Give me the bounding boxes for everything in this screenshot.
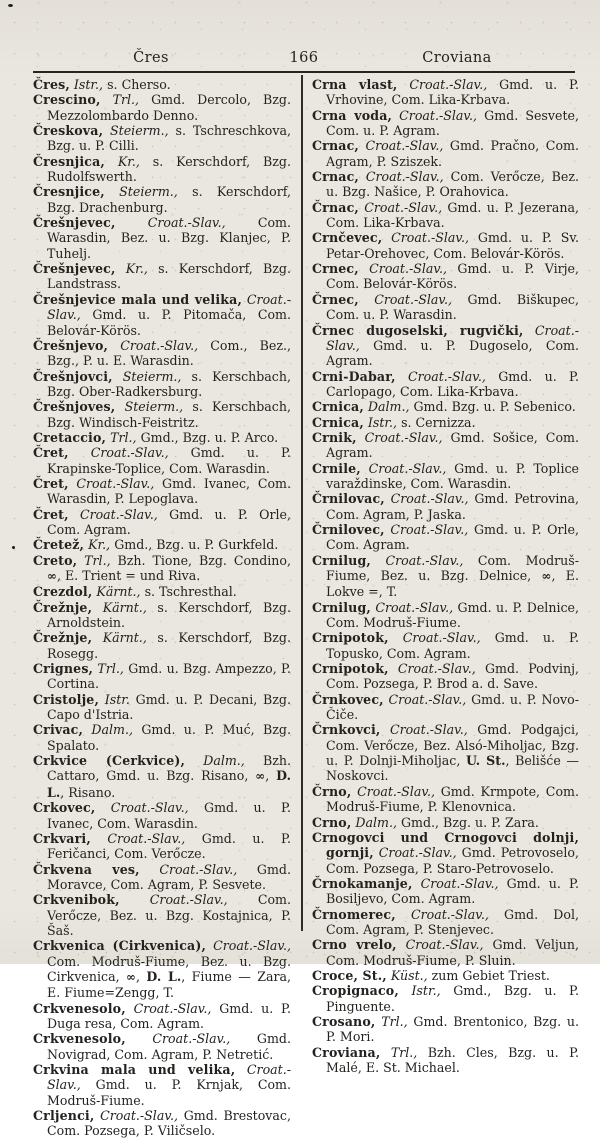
entry-lemma: Črešnjevice mala und velika, bbox=[33, 291, 243, 307]
entry-lemma: Crnčevec, bbox=[312, 230, 383, 246]
gazetteer-entry: Črkvena ves, Croat.-Slav., Gmd. Moravce, Com. Agram, P. Sesvete. bbox=[33, 861, 291, 892]
gazetteer-entry: Crnilug, Croat.-Slav., Gmd. u. P. Delnice, Com. Modruš-Fiume. bbox=[312, 599, 579, 631]
entry-lemma: Crkvenica (Cirkvenica), bbox=[33, 938, 207, 954]
entry-lemma: Črešnjevec, bbox=[33, 215, 116, 231]
gazetteer-entry: Crivac, Dalm., Gmd. u. P. Muć, Bzg. Spalato. bbox=[33, 722, 291, 753]
entry-lemma: Črnokamanje, bbox=[312, 875, 413, 891]
entry-lemma: Čresnjice, bbox=[33, 184, 105, 200]
entry-lemma: Cropignaco, bbox=[312, 983, 399, 999]
entry-region-abbr: Croat.-Slav., bbox=[375, 599, 454, 615]
entry-lemma: Črešnjoves, bbox=[33, 399, 116, 415]
gazetteer-entry: Čretež, Kr., Gmd., Bzg. u. P. Gurkfeld. bbox=[33, 537, 279, 553]
gazetteer-entry: Črešnjovci, Steierm., s. Kerschbach, Bzg. Ober-Radkersburg. bbox=[33, 368, 291, 399]
entry-region-abbr: Croat.-Slav., bbox=[110, 800, 189, 816]
gazetteer-entry: Čret, Croat.-Slav., Gmd. u. P. Orle, Com. Agram. bbox=[33, 506, 291, 537]
entry-region-abbr: Croat.-Slav., bbox=[364, 199, 443, 215]
entry-region-abbr: Istr. bbox=[104, 691, 130, 707]
entry-region-abbr: Trl., bbox=[390, 1044, 418, 1060]
entry-region-abbr: Croat.-Slav., bbox=[378, 845, 457, 861]
gazetteer-entry: Crnčevec, Croat.-Slav., Gmd. u. P. Sv. Petar-Orehovec, Com. Belovár-Körös. bbox=[312, 230, 579, 261]
gazetteer-entry: Crno, Dalm., Gmd., Bzg. u. P. Zara. bbox=[312, 814, 539, 830]
gazetteer-entry: Čresnjica, Kr., s. Kerschdorf, Bzg. Rudolfswerth. bbox=[33, 153, 291, 185]
entry-region-abbr: Croat.-Slav., bbox=[120, 337, 199, 353]
entry-lemma: Crnile, bbox=[312, 460, 361, 476]
gazetteer-entry: Črešnjevec, Croat.-Slav., Com. Warasdin, Bez. u. Bzg. Klanjec, P. Tuhelj. bbox=[33, 215, 291, 261]
entry-region-abbr: Istr., bbox=[411, 983, 441, 999]
entry-lemma: Črešnjevo, bbox=[33, 337, 109, 353]
gazetteer-entry: Crezdol, Kärnt., s. Tschresthal. bbox=[33, 584, 237, 600]
entry-lemma: Crno vrelo, bbox=[312, 937, 397, 953]
entry-lemma: Črnomerec, bbox=[312, 906, 396, 922]
gazetteer-entry: Črnilovac, Croat.-Slav., Gmd. Petrovina, Com. Agram, P. Jaska. bbox=[312, 491, 579, 522]
entry-lemma: Croviana, bbox=[312, 1044, 381, 1060]
entry-region-abbr: Trl., bbox=[84, 552, 111, 568]
gazetteer-entry: Crnik, Croat.-Slav., Gmd. Sošice, Com. Agram. bbox=[312, 429, 579, 461]
scan-speck bbox=[8, 4, 13, 7]
entry-region-abbr: Steierm., bbox=[122, 368, 182, 384]
entry-region-abbr: Dalm., bbox=[355, 814, 397, 830]
entry-region-abbr: Trl., bbox=[110, 429, 137, 445]
gazetteer-entry: Črnomerec, Croat.-Slav., Gmd. Dol, Com. Agram, P. Stenjevec. bbox=[312, 906, 579, 937]
entry-lemma: Crkvenesolo, bbox=[33, 1000, 126, 1016]
entry-lemma: Čret, bbox=[33, 445, 69, 461]
entry-region-abbr: Croat.-Slav., bbox=[147, 215, 226, 231]
gazetteer-entry: Čret, Croat.-Slav., Gmd. u. P. Krapinske-Toplice, Com. Warasdin. bbox=[33, 445, 291, 476]
entry-region-abbr: Croat.-Slav., bbox=[390, 521, 469, 537]
entry-lemma: Crescino, bbox=[33, 92, 101, 108]
running-head-right: Croviana bbox=[422, 50, 492, 66]
gazetteer-entry: Črešnjevice mala und velika, Croat.-Slav., Gmd. u. P. Pitomača, Com. Belovár-Körös. bbox=[33, 291, 291, 338]
entry-region-abbr: Dalm., bbox=[367, 399, 410, 415]
gazetteer-entry: Čresnjice, Steierm., s. Kerschdorf, Bzg. Drachenburg. bbox=[33, 184, 291, 215]
entry-lemma: Crivac, bbox=[33, 722, 84, 738]
entry-region-abbr: Trl., bbox=[112, 92, 140, 108]
gazetteer-entry: Crnac, Croat.-Slav., Com. Verőcze, Bez. u. Bzg. Našice, P. Orahovica. bbox=[312, 169, 579, 200]
entry-lemma: Črnkovci, bbox=[312, 722, 381, 738]
entry-region-abbr: Croat.-Slav., bbox=[90, 445, 169, 461]
column-left bbox=[33, 77, 291, 1139]
gazetteer-entry: Creto, Trl., Bzh. Tione, Bzg. Condino, ∞, E. Trient = und Riva. bbox=[33, 552, 291, 583]
entry-lemma: Črkvena ves, bbox=[33, 861, 140, 877]
gazetteer-entry: Črnac, Croat.-Slav., Gmd. u. P. Jezerana, Com. Lika-Krbava. bbox=[312, 199, 580, 231]
gazetteer-entry: Črnec, Croat.-Slav., Gmd. Biškupec, Com. u. P. Warasdin. bbox=[312, 291, 579, 323]
entry-region-abbr: Croat.-Slav., bbox=[213, 938, 291, 954]
entry-region-abbr: Trl., bbox=[97, 661, 124, 677]
entry-lemma: Crljenci, bbox=[33, 1108, 95, 1124]
entry-lemma: Črno, bbox=[312, 783, 352, 799]
entry-lemma: Čresnjica, bbox=[33, 153, 105, 169]
posthorn-icon: ∞ bbox=[541, 569, 552, 583]
entry-region-abbr: Istr., bbox=[367, 414, 398, 430]
entry-lemma: Crnac, bbox=[312, 169, 359, 185]
entry-lemma: Cretaccio, bbox=[33, 429, 107, 445]
entry-lemma: Čretež, bbox=[33, 537, 85, 553]
gazetteer-entry: Črežnje, Kärnt., s. Kerschdorf, Bzg. Rosegg. bbox=[33, 630, 291, 661]
gazetteer-entry: Crnipotok, Croat.-Slav., Gmd. Podvinj, Com. Pozsega, P. Brod a. d. Save. bbox=[312, 661, 579, 692]
entry-region-abbr: Croat.-Slav., bbox=[389, 722, 468, 738]
entry-region-abbr: Croat.-Slav., bbox=[390, 491, 469, 507]
gazetteer-entry: Crkvenica (Cirkvenica), Croat.-Slav., Com. Modruš-Fiume, Bez. u. Bzg. Cirkvenica, ∞, D. L., Fiume — Zara, E. Fiume=Zengg, T. bbox=[33, 938, 291, 1001]
entry-lemma: Crnilug, bbox=[312, 599, 371, 615]
gazetteer-entry: Croce, St., Küst., zum Gebiet Triest. bbox=[312, 967, 550, 983]
gazetteer-entry: Crosano, Trl., Gmd. Brentonico, Bzg. u. P. Mori. bbox=[312, 1013, 579, 1045]
gazetteer-entry: Črnkovec, Croat.-Slav., Gmd. u. P. Novo-Čiče. bbox=[312, 691, 579, 723]
entry-region-abbr: Croat.-Slav., bbox=[388, 691, 467, 707]
station-abbr: D. L. bbox=[146, 968, 182, 984]
entry-lemma: Crnica, bbox=[312, 399, 364, 415]
column-right bbox=[312, 77, 580, 1075]
entry-lemma: Crnica, bbox=[312, 414, 364, 430]
entry-lemma: Creto, bbox=[33, 552, 78, 568]
entry-lemma: Crno, bbox=[312, 814, 352, 830]
gazetteer-entry: Crljenci, Croat.-Slav., Gmd. Brestovac, Com. Pozsega, P. Viličselo. bbox=[33, 1108, 291, 1139]
entry-lemma: Čret, bbox=[33, 506, 69, 522]
entry-region-abbr: Croat.-Slav., bbox=[391, 230, 469, 246]
entry-region-abbr: Steierm., bbox=[110, 123, 169, 139]
entry-lemma: Crkvenesolo, bbox=[33, 1031, 126, 1047]
posthorn-icon: ∞ bbox=[125, 969, 136, 984]
entry-region-abbr: Croat.-Slav., bbox=[369, 261, 448, 277]
entry-lemma: Crkvina mala und velika, bbox=[33, 1062, 236, 1077]
entry-region-abbr: Croat.-Slav., bbox=[399, 107, 478, 123]
entry-lemma: Cristolje, bbox=[33, 691, 99, 707]
entry-region-abbr: Kr., bbox=[125, 261, 148, 277]
entry-region-abbr: Croat.-Slav., bbox=[364, 429, 443, 445]
entry-region-abbr: Kärnt., bbox=[102, 599, 147, 615]
entry-lemma: Čres, bbox=[33, 77, 70, 92]
entry-region-abbr: Croat.-Slav., bbox=[149, 892, 228, 908]
posthorn-icon: ∞ bbox=[255, 769, 266, 784]
entry-region-abbr: Croat.-Slav., bbox=[326, 322, 579, 353]
gazetteer-entry: Crna voda, Croat.-Slav., Gmd. Sesvete, Com. u. P. Agram. bbox=[312, 107, 579, 139]
entry-region-abbr: Croat.-Slav., bbox=[365, 169, 444, 185]
entry-lemma: Crezdol, bbox=[33, 584, 93, 600]
entry-lemma: Crnipotok, bbox=[312, 661, 389, 677]
gazetteer-entry: Crni-Dabar, Croat.-Slav., Gmd. u. P. Carlopago, Com. Lika-Krbava. bbox=[312, 368, 579, 399]
entry-region-abbr: Küst., bbox=[390, 967, 428, 983]
entry-region-abbr: Croat.-Slav., bbox=[402, 630, 481, 646]
gazetteer-entry: Čret, Croat.-Slav., Gmd. Ivanec, Com. Warasdin, P. Lepoglava. bbox=[33, 475, 291, 507]
text-columns bbox=[33, 77, 580, 1139]
entry-region-abbr: Kr., bbox=[88, 537, 111, 553]
entry-region-abbr: Kr., bbox=[117, 153, 140, 169]
gazetteer-entry: Crkvenesolo, Croat.-Slav., Gmd. u. P. Duga resa, Com. Agram. bbox=[33, 1000, 291, 1031]
gazetteer-entry: Crkvenesolo, Croat.-Slav., Gmd. Novigrad, Com. Agram, P. Netretić. bbox=[33, 1031, 291, 1062]
entry-lemma: Črnec dugoselski, rugvički, bbox=[312, 322, 524, 338]
entry-lemma: Crosano, bbox=[312, 1013, 376, 1029]
gazetteer-entry: Crkvice (Cerkvice), Dalm., Bzh. Cattaro, Gmd. u. Bzg. Risano, ∞, D. L., Risano. bbox=[33, 753, 291, 800]
entry-lemma: Crnipotok, bbox=[312, 630, 389, 646]
entry-lemma: Crna vlast, bbox=[312, 77, 398, 92]
gazetteer-entry: Crnac, Croat.-Slav., Gmd. Pračno, Com. Agram, P. Sziszek. bbox=[312, 138, 579, 169]
entry-lemma: Črnkovec, bbox=[312, 691, 384, 707]
entry-lemma: Črnec, bbox=[312, 291, 359, 307]
entry-region-abbr: Croat.-Slav., bbox=[47, 1062, 291, 1093]
entry-lemma: Crnec, bbox=[312, 261, 359, 277]
gazetteer-entry: Cropignaco, Istr., Gmd., Bzg. u. P. Pinguente. bbox=[312, 983, 579, 1014]
gazetteer-entry: Cretaccio, Trl., Gmd., Bzg. u. P. Arco. bbox=[33, 429, 279, 445]
entry-region-abbr: Kärnt., bbox=[96, 584, 141, 600]
gazetteer-entry: Crnogovci und Crnogovci dolnji, gornji, Croat.-Slav., Gmd. Petrovoselo, Com. Pozsega, P. Staro-Petrovoselo. bbox=[312, 829, 579, 876]
gazetteer-entry: Črnec dugoselski, rugvički, Croat.-Slav., Gmd. u. P. Dugoselo, Com. Agram. bbox=[312, 322, 579, 369]
gazetteer-entry: Crignes, Trl., Gmd. u. Bzg. Ampezzo, P. Cortina. bbox=[33, 661, 291, 692]
scan-speck bbox=[12, 546, 15, 549]
entry-region-abbr: Croat.-Slav., bbox=[420, 875, 499, 891]
entry-region-abbr: Steierm., bbox=[124, 399, 184, 415]
entry-lemma: Črnilovac, bbox=[312, 491, 385, 507]
entry-region-abbr: Croat.-Slav., bbox=[152, 1031, 231, 1047]
gazetteer-entry: Cristolje, Istr. Gmd. u. P. Decani, Bzg. Capo d'Istria. bbox=[33, 691, 291, 723]
entry-lemma: Čret, bbox=[33, 475, 69, 491]
entry-lemma: Crkvice (Cerkvice), bbox=[33, 753, 186, 769]
gazetteer-entry: Črešnjoves, Steierm., s. Kerschbach, Bzg. Windisch-Feistritz. bbox=[33, 399, 291, 430]
entry-lemma: Črešnjevec, bbox=[33, 261, 116, 277]
entry-lemma: Čreskova, bbox=[33, 123, 104, 139]
entry-lemma: Crnogovci und Crnogovci dolnji, gornji, bbox=[312, 829, 579, 861]
entry-region-abbr: Croat.-Slav., bbox=[159, 861, 238, 877]
station-abbr: U. St. bbox=[465, 753, 506, 769]
entry-lemma: Črnilovec, bbox=[312, 521, 385, 537]
gazetteer-entry: Črno, Croat.-Slav., Gmd. Krmpote, Com. Modruš-Fiume, P. Klenovnica. bbox=[312, 783, 579, 815]
gazetteer-entry: Crkovec, Croat.-Slav., Gmd. u. P. Ivanec, Com. Warasdin. bbox=[33, 800, 291, 831]
gazetteer-entry: Crkvina mala und velika, Croat.-Slav., Gmd. u. P. Krnjak, Com. Modruš-Fiume. bbox=[33, 1062, 291, 1108]
gazetteer-entry: Crno vrelo, Croat.-Slav., Gmd. Veljun, Com. Modruš-Fiume, P. Sluin. bbox=[312, 937, 579, 968]
gazetteer-entry: Čres, Istr., s. Cherso. bbox=[33, 77, 171, 92]
entry-region-abbr: Kärnt., bbox=[102, 630, 147, 646]
gazetteer-entry: Crkvenibok, Croat.-Slav., Com. Verőcze, Bez. u. Bzg. Kostajnica, P. Šaš. bbox=[33, 892, 291, 938]
page-number: 166 bbox=[289, 50, 319, 66]
entry-lemma: Crkvari, bbox=[33, 830, 91, 846]
gazetteer-entry: Crnec, Croat.-Slav., Gmd. u. P. Virje, Com. Belovár-Körös. bbox=[312, 261, 579, 292]
entry-region-abbr: Croat.-Slav., bbox=[385, 552, 464, 568]
gazetteer-entry: Crnilug, Croat.-Slav., Com. Modruš-Fiume, Bez. u. Bzg. Delnice, ∞, E. Lokve =, T. bbox=[312, 552, 579, 600]
entry-lemma: Črnac, bbox=[312, 199, 359, 215]
entry-region-abbr: Croat.-Slav., bbox=[410, 906, 489, 922]
entry-lemma: Črežnje, bbox=[33, 630, 93, 646]
entry-region-abbr: Croat.-Slav., bbox=[79, 506, 158, 522]
entry-region-abbr: Istr., bbox=[73, 77, 104, 92]
gazetteer-entry: Čreskova, Steierm., s. Tschreschkova, Bzg. u. P. Cilli. bbox=[33, 123, 291, 154]
entry-lemma: Crnik, bbox=[312, 429, 357, 445]
entry-lemma: Crna voda, bbox=[312, 107, 393, 123]
gazetteer-entry: Crna vlast, Croat.-Slav., Gmd. u. P. Vrhovine, Com. Lika-Krbava. bbox=[312, 77, 579, 108]
entry-lemma: Crnilug, bbox=[312, 552, 371, 568]
entry-region-abbr: Croat.-Slav., bbox=[368, 460, 447, 476]
entry-region-abbr: Croat.-Slav., bbox=[409, 77, 488, 92]
entry-region-abbr: Steierm., bbox=[119, 184, 178, 200]
entry-region-abbr: Croat.-Slav., bbox=[47, 291, 291, 323]
entry-region-abbr: Croat.-Slav., bbox=[357, 783, 435, 799]
gazetteer-entry: Črnkovci, Croat.-Slav., Gmd. Podgajci, Com. Verőcze, Bez. Alsó-Miholjac, Bzg. u. P. Dolnji-Miholjac, U. St., Belišće — Noskovci. bbox=[312, 722, 579, 784]
entry-region-abbr: Croat.-Slav., bbox=[76, 475, 155, 491]
entry-region-abbr: Croat.-Slav., bbox=[405, 937, 484, 953]
entry-lemma: Crkovec, bbox=[33, 800, 96, 816]
gazetteer-entry: Črešnjevo, Croat.-Slav., Com., Bez., Bzg., P. u. E. Warasdin. bbox=[33, 337, 291, 369]
entry-region-abbr: Croat.-Slav., bbox=[374, 291, 453, 307]
entry-region-abbr: Croat.-Slav., bbox=[133, 1000, 212, 1016]
running-head bbox=[33, 0, 575, 73]
gazetteer-entry: Crkvari, Croat.-Slav., Gmd. u. P. Feričanci, Com. Verőcze. bbox=[33, 830, 291, 862]
entry-region-abbr: Croat.-Slav., bbox=[107, 830, 186, 846]
gazetteer-entry: Črnilovec, Croat.-Slav., Gmd. u. P. Orle, Com. Agram. bbox=[312, 521, 579, 553]
entry-lemma: Crkvenibok, bbox=[33, 892, 120, 908]
entry-region-abbr: Croat.-Slav., bbox=[100, 1108, 178, 1124]
gazetteer-entry: Črežnje, Kärnt., s. Kerschdorf, Bzg. Arnoldstein. bbox=[33, 599, 291, 631]
gazetteer-entry: Crnica, Dalm., Gmd. Bzg. u. P. Sebenico. bbox=[312, 399, 576, 415]
gazetteer-entry: Croviana, Trl., Bzh. Cles, Bzg. u. P. Malé, E. St. Michael. bbox=[312, 1044, 579, 1075]
entry-region-abbr: Trl., bbox=[381, 1013, 408, 1029]
entry-lemma: Crnac, bbox=[312, 138, 359, 154]
entry-lemma: Crignes, bbox=[33, 661, 94, 677]
station-abbr: D. L. bbox=[47, 768, 291, 800]
entry-region-abbr: Croat.-Slav., bbox=[407, 368, 486, 384]
gazetteer-entry: Crescino, Trl., Gmd. Dercolo, Bzg. Mezzolombardo Denno. bbox=[33, 92, 291, 123]
entry-lemma: Črežnje, bbox=[33, 599, 93, 615]
entry-region-abbr: Dalm., bbox=[203, 753, 245, 769]
entry-lemma: Croce, St., bbox=[312, 967, 387, 983]
entry-region-abbr: Croat.-Slav., bbox=[365, 138, 444, 154]
posthorn-icon: ∞ bbox=[47, 569, 57, 583]
gazetteer-entry: Črnokamanje, Croat.-Slav., Gmd. u. P. Bosiljevo, Com. Agram. bbox=[312, 875, 579, 907]
gazetteer-entry: Črešnjevec, Kr., s. Kerschdorf, Bzg. Landstrass. bbox=[33, 261, 291, 292]
running-head-left: Čres bbox=[133, 50, 169, 66]
entry-region-abbr: Croat.-Slav., bbox=[397, 661, 476, 677]
entry-lemma: Črešnjovci, bbox=[33, 368, 113, 384]
entry-lemma: Crni-Dabar, bbox=[312, 368, 396, 384]
gazetteer-entry: Crnica, Istr., s. Cernizza. bbox=[312, 414, 476, 430]
entry-region-abbr: Dalm., bbox=[91, 722, 133, 738]
gazetteer-entry: Crnile, Croat.-Slav., Gmd. u. P. Toplice varaždinske, Com. Warasdin. bbox=[312, 460, 579, 491]
gazetteer-entry: Crnipotok, Croat.-Slav., Gmd. u. P. Topusko, Com. Agram. bbox=[312, 630, 579, 661]
